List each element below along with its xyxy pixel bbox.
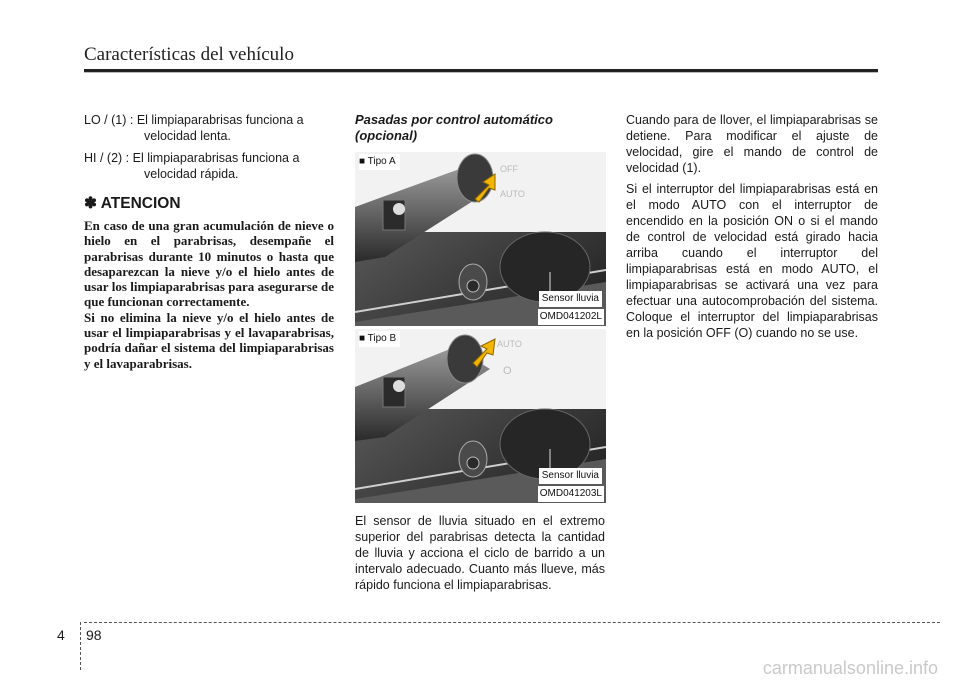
body-paragraph: Cuando para de llover, el limpiaparabrisas se detiene. Para modificar el ajuste de velocidad, gire el mando de control de velocidad (1). <box>626 113 878 175</box>
footer-rule <box>84 622 940 623</box>
definition-text-continued: velocidad lenta. <box>144 129 231 143</box>
caution-body <box>84 218 334 371</box>
definition-text-continued: velocidad rápida. <box>144 167 239 181</box>
switch-label-o: O <box>503 365 512 377</box>
page-section-number: 4 <box>57 627 65 643</box>
figure-tipo-b <box>355 329 606 503</box>
definition-text: El limpiaparabrisas funciona a <box>132 151 300 165</box>
body-paragraph: Si el interruptor del limpiaparabrisas está en el modo AUTO con el interruptor de encendido en la posición ON o si el mando de control de velocidad está girado hacia arriba cuando el interruptor del limpiaparabrisas está en modo AUTO, el limpiaparabrisas se activará una vez para efectuar una autocomprobación del sistema. Coloque el interruptor del limpiaparabrisas en la posición OFF (O) cuando no se use. <box>626 182 878 340</box>
column-1 <box>84 112 334 371</box>
figure-code: OMD041203L <box>538 486 604 502</box>
figure-label: ■ Tipo B <box>359 331 400 347</box>
page-header-title: Características del vehículo <box>84 44 294 65</box>
page-number: 98 <box>86 627 102 643</box>
definition-key: HI / (2) : <box>84 151 130 165</box>
sensor-label: Sensor lluvia <box>539 291 602 307</box>
header-rule-shadow <box>84 72 878 73</box>
definition-hi <box>84 150 334 182</box>
definition-lo <box>84 112 334 144</box>
switch-label-auto: AUTO <box>500 189 525 199</box>
caution-symbol-icon: ✽ <box>84 195 97 212</box>
definition-key: LO / (1) : <box>84 113 134 127</box>
switch-label-auto: AUTO <box>497 339 522 349</box>
column-2 <box>355 112 605 598</box>
column-3 <box>626 112 878 346</box>
watermark: carmanualsonline.info <box>762 658 938 678</box>
figure-tipo-a <box>355 152 606 326</box>
footer-divider <box>80 622 81 670</box>
figure-code: OMD041202L <box>538 309 604 325</box>
section-heading: Pasadas por control automático (opcional) <box>355 112 553 143</box>
figure-label: ■ Tipo A <box>359 154 400 170</box>
switch-label-off: OFF <box>500 164 518 174</box>
caution-title-text: ATENCION <box>100 195 181 212</box>
body-paragraph: El sensor de lluvia situado en el extremo superior del parabrisas detecta la cantidad de lluvia y acciona el ciclo de barrido a un intervalo adecuado. Cuanto más llueve, más rápido funciona el limpiaparabrisas. <box>355 514 605 592</box>
caution-paragraph: En caso de una gran acumulación de nieve o hielo en el parabrisas, desempañe el parabrisas durante 10 minutos o hasta que desaparezcan la nieve y/o el hielo antes de usar los limpiaparabrisas para asegurarse de que funcionan correctamente. <box>84 218 334 310</box>
caution-paragraph: Si no elimina la nieve y/o el hielo antes de usar el limpiaparabrisas y el lavaparabrisas, podría dañar el sistema del limpiaparabrisas y el lavaparabrisas. <box>84 309 334 371</box>
definition-text: El limpiaparabrisas funciona a <box>136 113 304 127</box>
caution-title <box>84 196 334 212</box>
sensor-label: Sensor lluvia <box>539 468 602 484</box>
